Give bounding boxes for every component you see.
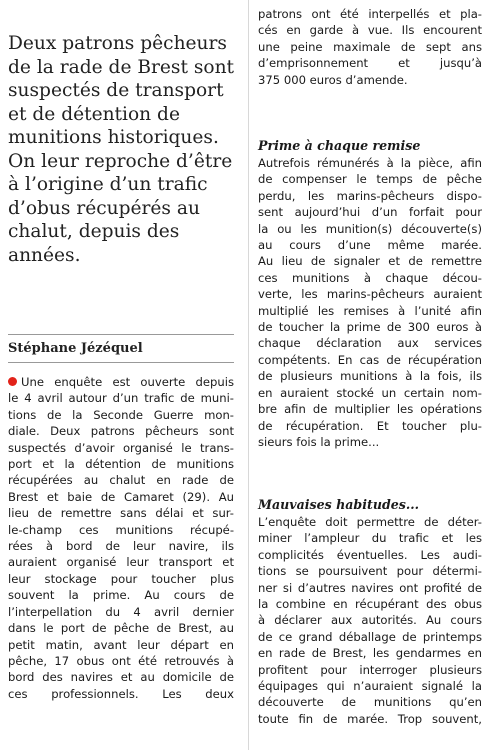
red-bullet-icon	[8, 377, 17, 386]
lead-line: suspectés de transport	[8, 80, 224, 101]
body-line: au cours d’une même marée.	[258, 238, 482, 253]
lead-line: Deux patrons pêcheurs	[8, 33, 227, 54]
body-line: le 4 avril autour d’un trafic de muni-	[8, 391, 234, 406]
body-line: Une enquête est ouverte depuis	[8, 374, 234, 390]
section-prime	[258, 138, 482, 450]
body-line: lieu de remettre sans délai et sur-	[8, 506, 234, 521]
lead-line: munitions historiques.	[8, 127, 219, 148]
author-byline: Stéphane Jézéquel	[8, 341, 234, 363]
body-line: rées à bord de leur navire, ils	[8, 539, 234, 554]
body-line: miner l’ampleur du trafic et les	[258, 531, 482, 546]
body-line: leur stockage pour toucher plus	[8, 571, 234, 586]
section-heading: Mauvaises habitudes...	[258, 497, 420, 512]
body-line: 375 000 euros d’amende.	[258, 72, 408, 87]
body-line: la ou les munition(s) découverte(s)	[258, 221, 482, 236]
body-line: port et la détention de munitions	[8, 457, 234, 472]
body-line: l’interpellation du 4 avril dernier	[8, 604, 234, 619]
body-line: d’emprisonnement et jusqu’à	[258, 56, 482, 71]
body-line: bord des navires et au domicile de	[8, 670, 234, 685]
body-line: petit matin, avant leur départ en	[8, 637, 234, 652]
body-line: dans le port de pêche de Brest, au	[8, 621, 234, 636]
body-line: diale. Deux patrons pêcheurs sont	[8, 424, 234, 439]
body-line: multiplié les remises à l’unité afin	[258, 303, 482, 318]
body-line: tions se poursuivent pour détermi-	[258, 564, 482, 579]
lead-line: On leur reproche d’être	[8, 150, 233, 172]
body-line: ner si d’autres navires ont profité de	[258, 580, 482, 595]
body-line: profitent pour interroger plusieurs	[258, 662, 482, 677]
body-line: à déclarer aux autorités. Au cours	[258, 613, 482, 628]
body-line: de toucher la prime de 300 euros à	[258, 320, 482, 335]
lead-line: d’obus récupérés au	[8, 197, 200, 219]
body-line: pêche, 17 obus ont été retrouvés à	[8, 653, 234, 668]
body-line: découverte de munitions qu’en	[258, 695, 482, 710]
body-line: la combine en récupérant des obus	[258, 597, 482, 612]
body-line: cés en garde à vue. Ils encourent	[258, 23, 482, 38]
body-line: auraient organisé leur transport et	[8, 555, 234, 570]
body-line: bre afin de multiplier les opérations	[258, 402, 482, 417]
body-line: verte, les marins-pêcheurs auraient	[258, 287, 482, 302]
body-line: L’enquête doit permettre de déter-	[258, 515, 482, 529]
body-line: de compenser le temps de pêche	[258, 172, 482, 187]
body-line: le-champ ces munitions récupé-	[8, 522, 234, 537]
body-line: chaque déclaration aux services	[258, 336, 482, 351]
lead-line: de la rade de Brest sont	[8, 56, 235, 78]
body-line: de plusieurs munitions à la fois, ils	[258, 369, 482, 384]
body-line: complicités éventuelles. Les audi-	[258, 547, 482, 562]
body-line: suspectés d’avoir organisé le trans-	[8, 440, 234, 455]
body-line: ces munitions à chaque décou-	[258, 270, 482, 285]
body-line: de récupération. Et toucher plu-	[258, 418, 482, 433]
lead-line: chalut, depuis des	[8, 221, 180, 242]
body-line: Brest et baie de Camaret (29). Au	[8, 489, 234, 504]
body-line: Autrefois rémunérés à la pièce, afin	[258, 156, 482, 170]
body-line: de ce grand déballage de printemps	[258, 629, 482, 644]
section-heading: Prime à chaque remise	[258, 138, 421, 153]
body-line: toute fin de marée. Trop souvent,	[258, 711, 482, 726]
body-line: patrons ont été interpellés et pla-	[258, 7, 482, 21]
lead-line: années.	[8, 244, 81, 266]
body-line: sieurs fois la prime...	[258, 434, 380, 449]
section-habitudes	[258, 497, 482, 727]
article-body-left	[8, 374, 234, 702]
body-line: en auraient stocké un certain nom-	[258, 385, 482, 400]
body-line: perdu, les marins-pêcheurs dispo-	[258, 188, 482, 203]
body-line: en rade de Brest, les gendarmes en	[258, 646, 482, 661]
lead-line: et de détention de	[8, 103, 180, 125]
body-line: compétents. En cas de récupération	[258, 352, 482, 367]
body-line: souvent la prime. Au cours de	[8, 588, 234, 603]
body-line: équipages qui n’auraient signalé la	[258, 679, 482, 694]
body-line: récupérées au chalut en rade de	[8, 473, 234, 488]
body-line: sent aujourd’hui d’un forfait pour	[258, 205, 482, 220]
body-line: une peine maximale de sept ans	[258, 39, 482, 54]
lead-line: à l’origine d’un trafic	[8, 174, 208, 195]
byline-rule	[8, 334, 234, 335]
body-line: Au lieu de signaler et de remettre	[258, 254, 482, 269]
article-body-right-top	[258, 6, 482, 88]
body-line: ces professionnels. Les deux	[8, 686, 234, 701]
column-divider	[248, 0, 249, 750]
body-line: tions de la Seconde Guerre mon-	[8, 407, 234, 422]
article-lead	[8, 32, 234, 267]
